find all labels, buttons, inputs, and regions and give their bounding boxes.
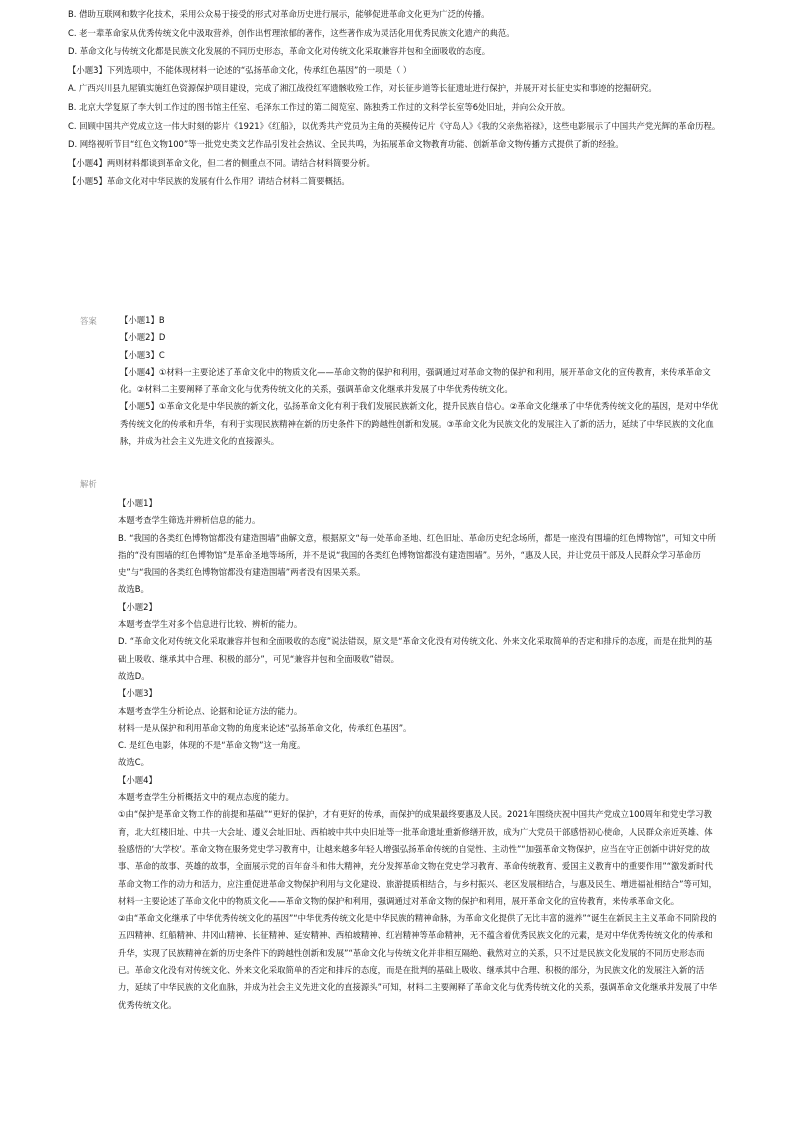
explanation-line: 本题考查学生筛选并辨析信息的能力。 [118, 515, 261, 526]
question-block [68, 5, 728, 191]
q3-option-a: A. 广西兴川县九屋镇实施红色资源保护项目建设，完成了湘江战役红军遗骸收殓工作，对长征步道等长征遗址进行保护，并展开对长征史实和事迹的挖掘研究。 [68, 83, 657, 94]
explanation-line: 故选C。 [118, 757, 149, 768]
explanation-line: 故选D。 [118, 670, 150, 681]
question-5-stem: 【小题5】革命文化对中华民族的发展有什么作用？请结合材料二简要概括。 [68, 176, 350, 187]
explanation-line: 本题考查学生分析概括文中的观点态度的能力。 [118, 792, 294, 803]
answer-label: 答案 [80, 316, 97, 326]
answer-3: 【小题3】C [120, 349, 165, 360]
explanation-line: 【小题2】 [118, 601, 157, 612]
option-b-line: B. 借助互联网和数字化技术，采用公众易于接受的形式对革命历史进行展示，能够促进革命文化更为广泛的传播。 [68, 9, 490, 19]
answer-1: 【小题1】B [120, 315, 165, 325]
explanation-line: 【小题3】 [118, 688, 157, 699]
question-4-stem: 【小题4】两则材料都谈到革命文化，但二者的侧重点不同。请结合材料简要分析。 [68, 157, 375, 168]
option-c-line: C. 老一辈革命家从优秀传统文化中汲取营养，创作出哲理浓郁的著作，这些著作成为灵活化用优秀民族文化遗产的典范。 [68, 27, 515, 38]
explanation-line: C. 是红色电影，体现的不是“革命文物”这一角度。 [118, 740, 306, 751]
explanation-line: ②由“革命文化继承了中华优秀传统文化的基因”“中华优秀传统文化是中华民族的精神命脉，为革命文化提供了无比丰富的滋养”“诞生在新民主主义革命不同阶段的五四精神、红船精神、井冈山精神、长征精神、延安精神、西柏坡精神、红岩精神等革命精神，无不蕴含着优秀民族文化的元素，是对中华优秀传统文化的传承和升华，实现了民族精神在新的历史条件下的跨越性创新和发展”“革命文化与传统文化并非相互隔绝、截然对立的关系，只不过是民族文化发展的不同历史形态而已。革命文化没有对传统文化、外来文化采取简单的否定和排斥的态度，而是在批判的基础上吸收、继承其中合理、积极的部分，为民族文化的发展注入新的活力，延续了中华民族的文化血脉，并成为社会主义先进文化的直接源头”可知，材料二主要阐释了革命文化与优秀传统文化的关系，强调革命文化继承并发展了中华优秀传统文化。 [118, 913, 717, 1010]
answer-2: 【小题2】D [120, 332, 166, 343]
explanation-line: 材料一是从保护和利用革命文物的角度来论述“弘扬革命文化，传承红色基因”。 [118, 722, 412, 733]
answer-4: 【小题4】①材料一主要论述了革命文化中的物质文化——革命文物的保护和利用，强调通过对革命文物的保护和利用，展开革命文化的宣传教育，来传承革命文化。②材料二主要阐释了革命文化与优秀传统文化的关系，强调革命文化继承并发展了中华优秀传统文化。 [120, 366, 711, 395]
q3-option-b: B. 北京大学复原了李大钊工作过的图书馆主任室、毛泽东工作过的第二阅览室、陈独秀工作过的文科学长室等6处旧址，并向公众开放。 [68, 101, 571, 112]
q3-option-d: D. 网络视听节目“红色文物100”等一批党史类文艺作品引发社会热议、全民共鸣，为拓展革命文物教育功能、创新革命文物传播方式提供了新的经验。 [68, 139, 624, 150]
explanation-line: 【小题1】 [118, 498, 157, 508]
explanation-label: 解析 [80, 479, 97, 489]
explanation-block [118, 495, 718, 1014]
explanation-line: ①由“保护是革命文物工作的前提和基础”“更好的保护，才有更好的传承，而保护的成果最终要惠及人民。2021年围绕庆祝中国共产党成立100周年和党史学习教育，北大红楼旧址、中共一大会址、遵义会址旧址、西柏坡中共中央旧址等一批革命遗址重新修缮开放，成为广大党员干部感悟初心使命，人民群众亲近英雄、体验感悟的‘大学校’。革命文物在服务党史学习教育中，让越来越多年轻人增强弘扬革命传统的自觉性、主动性”“加强革命文物保护，应当在守正创新中讲好党的故事、革命的故事、英雄的故事，全面展示党的百年奋斗和伟大精神，充分发挥革命文物在党史学习教育、革命传统教育、爱国主义教育中的重要作用”“激发新时代革命文物工作的动力和活力，应注重促进革命文物保护利用与文化建设、旅游提质相结合，与乡村振兴、老区发展相结合，与惠及民生、增进福祉相结合”等可知，材料一主要论述了革命文化中的物质文化——革命文物的保护和利用，强调通过对革命文物的保护和利用，展开革命文化的宣传教育，来传承革命文化。 [118, 809, 717, 906]
question-3-stem: 【小题3】下列选项中，不能体现材料一论述的“弘扬革命文化，传承红色基因”的一项是（ ） [68, 64, 412, 75]
answer-5: 【小题5】①革命文化是中华民族的新文化，弘扬革命文化有利于我们发展民族新文化，提升民族自信心。②革命文化继承了中华优秀传统文化的基因，是对中华优秀传统文化的传承和升华，有利于实现民族精神在新的历史条件下的跨越性创新和发展。③革命文化为民族文化的发展注入了新的活力，延续了中华民族的文化血脉，并成为社会主义先进文化的直接源头。 [120, 401, 719, 447]
explanation-line: 故选B。 [118, 584, 149, 595]
q3-option-c: C. 回顾中国共产党成立这一伟大时刻的影片《1921》《红船》，以优秀共产党员为主角的英模传记片《守岛人》《我的父亲焦裕禄》，这些电影展示了中国共产党光辉的革命历程。 [68, 120, 721, 131]
explanation-line: 本题考查学生对多个信息进行比较、辨析的能力。 [118, 619, 303, 630]
explanation-line: 【小题4】 [118, 774, 157, 785]
option-d-line: D. 革命文化与传统文化都是民族文化发展的不同历史形态，革命文化对传统文化采取兼容并包和全面吸收的态度。 [68, 46, 491, 57]
explanation-line: 本题考查学生分析论点、论据和论证方法的能力。 [118, 705, 303, 716]
explanation-line: D. “革命文化对传统文化采取兼容并包和全面吸收的态度”说法错误，原文是“革命文化没有对传统文化、外来文化采取简单的否定和排斥的态度，而是在批判的基础上吸收、继承其中合理、积极的部分”，可见“兼容并包和全面吸收”错误。 [118, 636, 713, 664]
explanation-line: B. “我国的各类红色博物馆都没有建造围墙”曲解文意，根据原文“每一处革命圣地、红色旧址、革命历史纪念场所，都是一座没有围墙的红色博物馆”，可知文中所指的“没有围墙的红色博物馆”是革命圣地等场所，并不是说“我国的各类红色博物馆都没有建造围墙”。另外，“惠及人民，并让党员干部及人民群众学习革命历史”与“我国的各类红色博物馆都没有建造围墙”两者没有因果关系。 [118, 532, 716, 578]
answer-block [120, 312, 720, 450]
